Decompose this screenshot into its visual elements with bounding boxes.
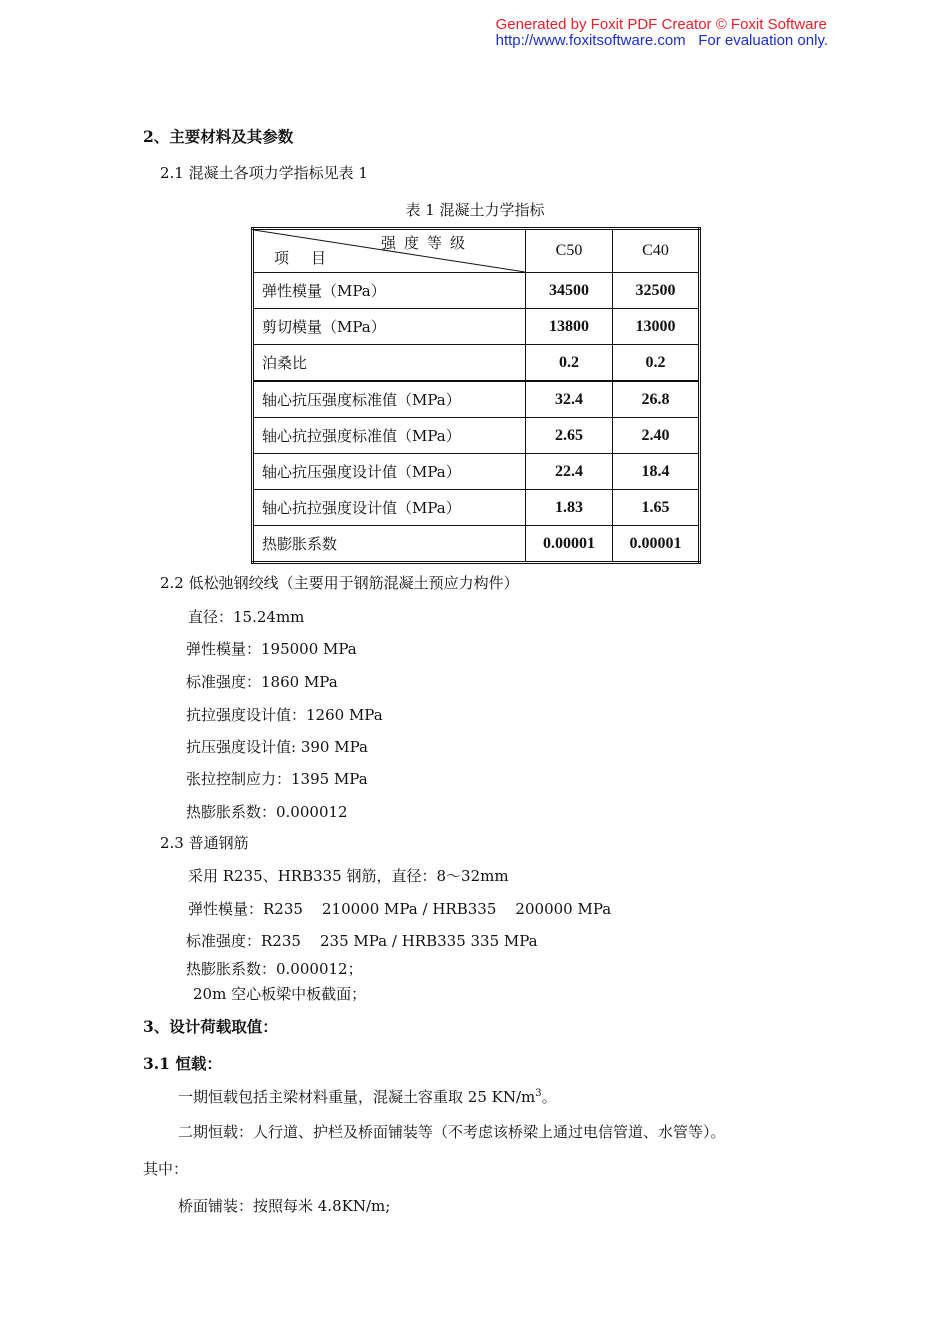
cell-c40: 26.8 (613, 381, 700, 418)
row-label: 剪切模量（MPa） (253, 309, 526, 345)
cell-c40: 0.00001 (613, 526, 700, 563)
cell-c40: 32500 (613, 273, 700, 309)
cell-c40: 2.40 (613, 418, 700, 454)
cell-c40: 1.65 (613, 490, 700, 526)
dead-load-stage1-end: 。 (541, 1088, 557, 1106)
superscript-3: 3 (535, 1088, 542, 1099)
section31-title: 3.1 恒载： (143, 1054, 222, 1073)
watermark-line2 (496, 33, 828, 49)
table-row (253, 309, 700, 345)
section22-title: 2.2 低松弛钢绞线（主要用于钢筋混凝土预应力构件） (160, 574, 519, 592)
table-row (253, 526, 700, 563)
dead-load-stage1-text: 一期恒载包括主梁材料重量，混凝土容重取 25 KN/m (178, 1088, 536, 1106)
row-label: 弹性模量（MPa） (253, 273, 526, 309)
dead-load-stage1 (178, 1086, 557, 1107)
cell-c50: 2.65 (526, 418, 613, 454)
dead-load-stage2: 二期恒载：人行道、护栏及桥面铺装等（不考虑该桥梁上通过电信管道、水管等）。 (178, 1123, 726, 1141)
section2-heading: 2、主要材料及其参数 (143, 127, 294, 146)
table-row (253, 273, 700, 309)
strand-thermal-coefficient: 热膨胀系数：0.000012 (186, 803, 348, 821)
section21-title: 2.1 混凝土各项力学指标见表 1 (160, 164, 368, 182)
among-them-label: 其中： (143, 1160, 189, 1178)
evaluation-watermark (496, 17, 828, 49)
cell-c40: 18.4 (613, 454, 700, 490)
column-header-c50: C50 (526, 229, 613, 273)
diagonal-header-cell (253, 229, 526, 273)
cell-c50: 22.4 (526, 454, 613, 490)
slab-section-note: 20m 空心板梁中板截面； (193, 985, 367, 1003)
column-header-c40: C40 (613, 229, 700, 273)
cell-c40: 0.2 (613, 345, 700, 382)
row-label: 泊桑比 (253, 345, 526, 382)
table-row (253, 381, 700, 418)
row-label: 轴心抗拉强度标准值（MPa） (253, 418, 526, 454)
cell-c50: 32.4 (526, 381, 613, 418)
strand-standard-strength: 标准强度：1860 MPa (186, 673, 338, 691)
header-grade-label: 强度等级 (381, 234, 474, 252)
concrete-properties-table (251, 227, 701, 564)
table-caption: 表 1 混凝土力学指标 (405, 201, 545, 219)
table-header-row (253, 229, 700, 273)
table-row (253, 490, 700, 526)
section23-title: 2.3 普通钢筋 (160, 834, 249, 852)
strand-tensile-design: 抗拉强度设计值：1260 MPa (186, 706, 383, 724)
deck-pavement-load: 桥面铺装：按照每米 4.8KN/m; (178, 1197, 391, 1215)
row-label: 轴心抗压强度标准值（MPa） (253, 381, 526, 418)
strand-diameter: 直径：15.24mm (188, 608, 305, 626)
strand-compressive-design: 抗压强度设计值: 390 MPa (186, 738, 368, 756)
watermark-note: For evaluation only. (698, 32, 828, 49)
cell-c50: 13800 (526, 309, 613, 345)
row-label: 轴心抗拉强度设计值（MPa） (253, 490, 526, 526)
section3-heading: 3、设计荷载取值： (143, 1017, 278, 1036)
cell-c40: 13000 (613, 309, 700, 345)
rebar-modulus: 弹性模量：R235 210000 MPa / HRB335 200000 MPa (188, 900, 612, 918)
strand-control-stress: 张拉控制应力：1395 MPa (186, 770, 368, 788)
table-row (253, 418, 700, 454)
cell-c50: 34500 (526, 273, 613, 309)
table-row (253, 454, 700, 490)
rebar-thermal-coefficient: 热膨胀系数：0.000012； (186, 960, 363, 978)
watermark-line1: Generated by Foxit PDF Creator © Foxit Software (495, 16, 827, 33)
row-label: 热膨胀系数 (253, 526, 526, 563)
cell-c50: 0.00001 (526, 526, 613, 563)
rebar-standard-strength: 标准强度：R235 235 MPa / HRB335 335 MPa (186, 932, 538, 950)
strand-modulus: 弹性模量：195000 MPa (186, 640, 357, 658)
row-label: 轴心抗压强度设计值（MPa） (253, 454, 526, 490)
rebar-types: 采用 R235、HRB335 钢筋，直径：8～32mm (188, 867, 509, 885)
cell-c50: 0.2 (526, 345, 613, 382)
table-row (253, 345, 700, 382)
cell-c50: 1.83 (526, 490, 613, 526)
watermark-url: http://www.foxitsoftware.com (495, 32, 686, 49)
header-item-label: 项目 (274, 249, 349, 267)
